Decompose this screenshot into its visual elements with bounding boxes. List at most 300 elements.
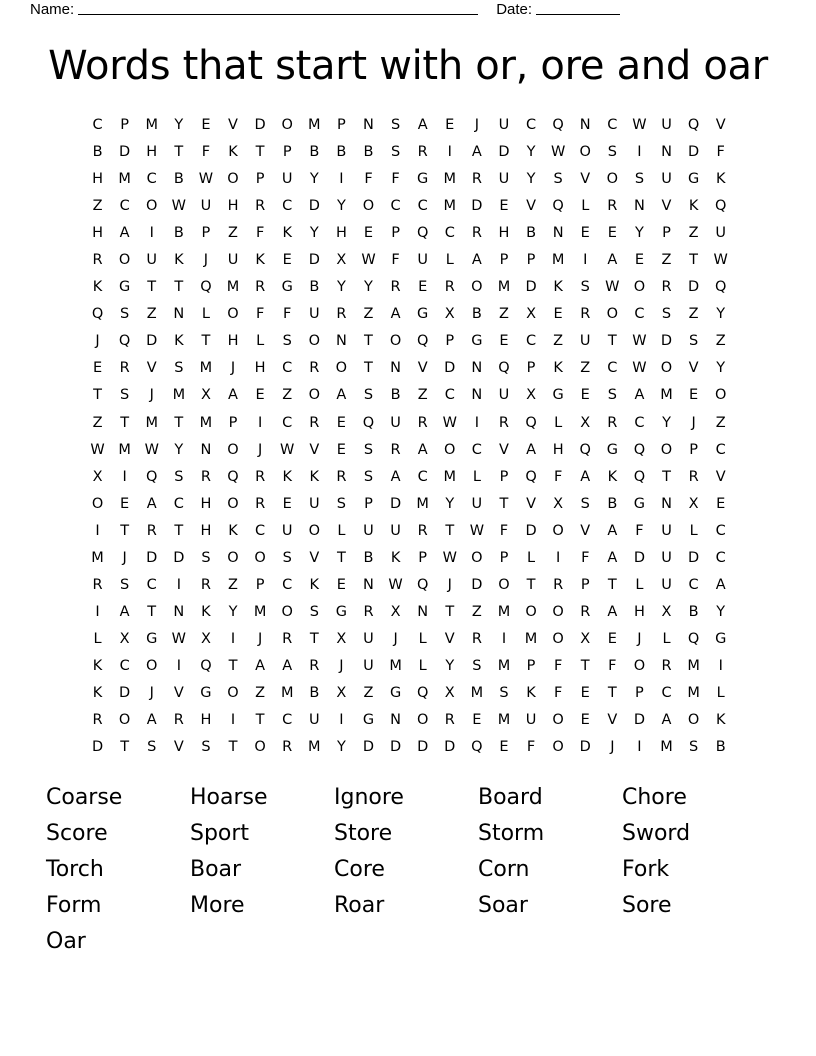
grid-cell[interactable]: W <box>632 333 647 350</box>
grid-cell[interactable]: P <box>499 549 509 566</box>
grid-cell[interactable]: K <box>92 684 103 701</box>
grid-cell[interactable]: T <box>607 576 617 593</box>
grid-cell[interactable]: J <box>203 252 209 269</box>
grid-cell[interactable]: V <box>498 441 509 458</box>
grid-cell[interactable]: M <box>687 657 700 674</box>
grid-cell[interactable]: G <box>552 387 564 404</box>
grid-cell[interactable]: V <box>526 495 536 512</box>
grid-cell[interactable]: M <box>308 739 321 756</box>
grid-cell[interactable]: O <box>579 144 591 161</box>
grid-cell[interactable]: R <box>661 279 672 296</box>
grid-cell[interactable]: X <box>526 306 537 323</box>
grid-cell[interactable]: Q <box>714 279 727 296</box>
grid-cell[interactable]: M <box>497 279 511 296</box>
grid-cell[interactable]: W <box>550 144 566 161</box>
grid-cell[interactable]: S <box>689 739 699 756</box>
grid-cell[interactable]: Q <box>633 441 646 458</box>
grid-cell[interactable]: U <box>525 712 537 729</box>
grid-cell[interactable]: F <box>635 522 644 539</box>
grid-cell[interactable]: K <box>92 279 103 296</box>
grid-cell[interactable]: M <box>660 739 673 756</box>
grid-cell[interactable]: T <box>120 414 130 431</box>
grid-cell[interactable]: I <box>501 630 507 647</box>
grid-cell[interactable]: R <box>607 198 618 215</box>
grid-cell[interactable]: E <box>282 495 292 512</box>
grid-cell[interactable]: T <box>228 739 238 756</box>
grid-cell[interactable]: R <box>255 468 266 485</box>
grid-cell[interactable]: K <box>688 198 699 215</box>
grid-cell[interactable]: R <box>607 414 618 431</box>
grid-cell[interactable]: H <box>227 333 239 350</box>
grid-cell[interactable]: Z <box>715 414 726 431</box>
grid-cell[interactable]: W <box>171 630 186 647</box>
grid-cell[interactable]: E <box>689 387 699 404</box>
grid-cell[interactable]: X <box>336 252 347 269</box>
grid-cell[interactable]: E <box>499 333 509 350</box>
grid-cell[interactable]: T <box>93 387 102 404</box>
grid-cell[interactable]: M <box>443 198 457 215</box>
grid-cell[interactable]: E <box>580 684 590 701</box>
grid-cell[interactable]: U <box>390 522 401 539</box>
grid-cell[interactable]: O <box>633 657 646 674</box>
grid-cell[interactable]: O <box>118 712 131 729</box>
grid-cell[interactable]: W <box>442 414 457 431</box>
grid-cell[interactable]: M <box>443 468 457 485</box>
grid-cell[interactable]: O <box>118 252 131 269</box>
grid-cell[interactable]: Z <box>146 306 157 323</box>
grid-cell[interactable]: W <box>469 522 485 539</box>
grid-cell[interactable]: X <box>661 603 672 620</box>
grid-cell[interactable]: K <box>282 468 292 485</box>
grid-cell[interactable]: O <box>227 495 239 512</box>
grid-cell[interactable]: X <box>580 630 591 647</box>
grid-cell[interactable]: P <box>282 144 292 161</box>
grid-cell[interactable]: P <box>499 468 509 485</box>
grid-cell[interactable]: R <box>580 603 591 620</box>
grid-cell[interactable]: V <box>688 360 699 377</box>
grid-cell[interactable]: L <box>418 630 427 647</box>
grid-cell[interactable]: O <box>660 441 673 458</box>
grid-cell[interactable]: N <box>363 576 374 593</box>
grid-cell[interactable]: A <box>390 468 401 485</box>
grid-cell[interactable]: J <box>149 387 154 404</box>
grid-cell[interactable]: F <box>364 171 373 188</box>
grid-cell[interactable]: F <box>255 306 265 323</box>
grid-cell[interactable]: Q <box>416 225 429 242</box>
grid-cell[interactable]: C <box>119 198 130 215</box>
grid-cell[interactable]: J <box>122 549 127 566</box>
grid-cell[interactable]: R <box>390 279 401 296</box>
grid-cell[interactable]: A <box>634 387 645 404</box>
grid-cell[interactable]: O <box>525 603 537 620</box>
grid-cell[interactable]: U <box>363 522 374 539</box>
grid-cell[interactable]: Y <box>526 171 536 188</box>
grid-cell[interactable]: S <box>363 441 374 458</box>
grid-cell[interactable]: N <box>200 441 212 458</box>
grid-cell[interactable]: D <box>471 576 483 593</box>
grid-cell[interactable]: S <box>363 468 374 485</box>
grid-cell[interactable]: O <box>146 198 158 215</box>
grid-cell[interactable]: M <box>660 387 673 404</box>
grid-cell[interactable]: V <box>146 360 157 377</box>
grid-cell[interactable]: F <box>499 522 509 539</box>
grid-cell[interactable]: C <box>661 684 672 701</box>
grid-cell[interactable]: T <box>174 414 184 431</box>
grid-cell[interactable]: E <box>120 495 130 512</box>
grid-cell[interactable]: Q <box>633 468 646 485</box>
grid-cell[interactable]: K <box>553 279 563 296</box>
grid-cell[interactable]: R <box>580 306 591 323</box>
grid-cell[interactable]: M <box>389 657 402 674</box>
grid-cell[interactable]: U <box>308 306 320 323</box>
grid-cell[interactable]: Q <box>416 576 429 593</box>
grid-cell[interactable]: T <box>689 252 699 269</box>
grid-cell[interactable]: D <box>471 198 483 215</box>
grid-cell[interactable]: X <box>444 684 455 701</box>
grid-cell[interactable]: W <box>713 252 728 269</box>
grid-cell[interactable]: X <box>553 495 564 512</box>
grid-cell[interactable]: H <box>92 171 103 188</box>
grid-cell[interactable]: S <box>472 657 482 674</box>
grid-cell[interactable]: C <box>525 333 537 350</box>
grid-cell[interactable]: B <box>363 549 374 566</box>
grid-cell[interactable]: E <box>553 306 563 323</box>
grid-cell[interactable]: C <box>146 576 157 593</box>
grid-cell[interactable]: M <box>416 495 429 512</box>
grid-cell[interactable]: T <box>147 603 157 620</box>
grid-cell[interactable]: S <box>309 603 319 620</box>
grid-cell[interactable]: L <box>472 468 481 485</box>
grid-cell[interactable]: O <box>552 739 564 756</box>
grid-cell[interactable]: O <box>254 739 266 756</box>
grid-cell[interactable]: S <box>607 387 617 404</box>
grid-cell[interactable]: C <box>282 360 293 377</box>
grid-cell[interactable]: N <box>552 225 564 242</box>
grid-cell[interactable]: A <box>607 252 618 269</box>
grid-cell[interactable]: D <box>362 739 375 756</box>
grid-cell[interactable]: R <box>471 225 482 242</box>
grid-cell[interactable]: U <box>146 252 158 269</box>
grid-cell[interactable]: C <box>444 225 455 242</box>
grid-cell[interactable]: R <box>282 630 293 647</box>
grid-cell[interactable]: O <box>471 279 483 296</box>
grid-cell[interactable]: Y <box>634 225 644 242</box>
grid-cell[interactable]: I <box>257 414 263 431</box>
grid-cell[interactable]: K <box>715 712 726 729</box>
grid-cell[interactable]: Y <box>662 414 671 431</box>
grid-cell[interactable]: M <box>280 684 294 701</box>
grid-cell[interactable]: M <box>308 117 321 133</box>
grid-cell[interactable]: N <box>633 198 645 215</box>
grid-cell[interactable]: J <box>393 630 398 647</box>
grid-cell[interactable]: H <box>92 225 103 242</box>
grid-cell[interactable]: D <box>119 144 131 161</box>
grid-cell[interactable]: T <box>499 495 509 512</box>
grid-cell[interactable]: Y <box>228 603 238 620</box>
grid-cell[interactable]: Q <box>525 468 537 485</box>
grid-cell[interactable]: O <box>714 387 727 404</box>
grid-cell[interactable]: K <box>282 225 292 242</box>
grid-cell[interactable]: Z <box>363 306 374 323</box>
grid-cell[interactable]: A <box>282 657 293 674</box>
grid-cell[interactable]: T <box>201 333 211 350</box>
grid-cell[interactable]: P <box>499 252 509 269</box>
grid-cell[interactable]: C <box>715 522 726 539</box>
grid-cell[interactable]: R <box>336 306 347 323</box>
grid-cell[interactable]: T <box>364 333 373 350</box>
grid-cell[interactable]: N <box>661 144 672 161</box>
grid-cell[interactable]: T <box>228 657 238 674</box>
grid-cell[interactable]: E <box>607 630 617 647</box>
grid-cell[interactable]: E <box>716 495 726 512</box>
grid-cell[interactable]: U <box>661 549 672 566</box>
grid-cell[interactable]: U <box>363 630 374 647</box>
grid-cell[interactable]: E <box>472 712 482 729</box>
grid-cell[interactable]: G <box>687 171 700 188</box>
grid-cell[interactable]: H <box>254 360 266 377</box>
grid-cell[interactable]: O <box>227 684 239 701</box>
grid-cell[interactable]: E <box>255 387 265 404</box>
grid-cell[interactable]: J <box>691 414 696 431</box>
grid-cell[interactable]: O <box>281 117 293 133</box>
grid-cell[interactable]: L <box>445 252 454 269</box>
grid-cell[interactable]: C <box>715 441 726 458</box>
grid-cell[interactable]: R <box>471 630 482 647</box>
grid-cell[interactable]: R <box>255 279 266 296</box>
grid-cell[interactable]: H <box>498 225 510 242</box>
grid-cell[interactable]: M <box>443 171 457 188</box>
grid-cell[interactable]: R <box>553 576 564 593</box>
date-blank-line[interactable] <box>536 0 620 15</box>
grid-cell[interactable]: P <box>662 225 671 242</box>
grid-cell[interactable]: E <box>580 712 590 729</box>
grid-cell[interactable]: A <box>336 387 347 404</box>
grid-cell[interactable]: D <box>660 333 673 350</box>
grid-cell[interactable]: V <box>580 522 591 539</box>
grid-cell[interactable]: C <box>417 198 428 215</box>
grid-cell[interactable]: E <box>282 252 292 269</box>
grid-cell[interactable]: I <box>583 252 588 269</box>
grid-cell[interactable]: Q <box>362 414 375 431</box>
grid-cell[interactable]: S <box>661 306 672 323</box>
grid-cell[interactable]: T <box>336 549 346 566</box>
grid-cell[interactable]: H <box>200 495 212 512</box>
grid-cell[interactable]: R <box>200 468 211 485</box>
grid-cell[interactable]: K <box>255 252 265 269</box>
grid-cell[interactable]: N <box>471 387 483 404</box>
grid-cell[interactable]: V <box>309 549 320 566</box>
grid-cell[interactable]: C <box>634 414 645 431</box>
grid-cell[interactable]: B <box>390 387 401 404</box>
grid-cell[interactable]: T <box>120 739 130 756</box>
grid-cell[interactable]: B <box>526 225 537 242</box>
grid-cell[interactable]: Q <box>118 333 131 350</box>
grid-cell[interactable]: O <box>227 549 239 566</box>
grid-cell[interactable]: O <box>552 603 564 620</box>
grid-cell[interactable]: C <box>173 495 184 512</box>
grid-cell[interactable]: X <box>390 603 401 620</box>
grid-cell[interactable]: Z <box>688 225 699 242</box>
grid-cell[interactable]: I <box>637 739 642 756</box>
grid-cell[interactable]: C <box>525 117 537 133</box>
grid-cell[interactable]: U <box>498 117 510 133</box>
grid-cell[interactable]: D <box>579 739 591 756</box>
grid-cell[interactable]: X <box>119 630 130 647</box>
grid-cell[interactable]: W <box>361 252 376 269</box>
grid-cell[interactable]: Z <box>228 576 238 593</box>
grid-cell[interactable]: K <box>715 171 726 188</box>
grid-cell[interactable]: C <box>634 306 645 323</box>
grid-cell[interactable]: D <box>444 739 456 756</box>
grid-cell[interactable]: P <box>526 360 536 377</box>
grid-cell[interactable]: R <box>471 171 482 188</box>
grid-cell[interactable]: N <box>417 603 429 620</box>
grid-cell[interactable]: F <box>608 657 617 674</box>
grid-cell[interactable]: J <box>637 630 642 647</box>
grid-cell[interactable]: Z <box>661 252 672 269</box>
grid-cell[interactable]: B <box>688 603 699 620</box>
grid-cell[interactable]: I <box>230 630 236 647</box>
grid-cell[interactable]: R <box>255 198 266 215</box>
grid-cell[interactable]: K <box>228 144 238 161</box>
grid-cell[interactable]: E <box>336 414 346 431</box>
grid-cell[interactable]: U <box>200 198 212 215</box>
grid-cell[interactable]: S <box>120 387 130 404</box>
grid-cell[interactable]: O <box>444 441 456 458</box>
grid-cell[interactable]: M <box>145 117 158 133</box>
grid-cell[interactable]: S <box>174 468 184 485</box>
grid-cell[interactable]: C <box>715 549 726 566</box>
grid-cell[interactable]: Q <box>687 117 700 133</box>
grid-cell[interactable]: K <box>92 657 103 674</box>
grid-cell[interactable]: O <box>227 171 239 188</box>
grid-cell[interactable]: C <box>417 468 428 485</box>
grid-cell[interactable]: M <box>524 630 538 647</box>
grid-cell[interactable]: L <box>93 630 102 647</box>
grid-cell[interactable]: K <box>607 468 618 485</box>
grid-cell[interactable]: Q <box>552 198 564 215</box>
grid-cell[interactable]: C <box>282 414 293 431</box>
grid-cell[interactable]: T <box>364 360 373 377</box>
grid-cell[interactable]: H <box>227 198 239 215</box>
grid-cell[interactable]: L <box>554 414 563 431</box>
grid-cell[interactable]: U <box>308 712 320 729</box>
grid-cell[interactable]: R <box>336 468 347 485</box>
grid-cell[interactable]: K <box>174 333 184 350</box>
grid-cell[interactable]: O <box>416 712 429 729</box>
grid-cell[interactable]: T <box>580 657 590 674</box>
grid-cell[interactable]: D <box>417 739 429 756</box>
grid-cell[interactable]: C <box>92 117 103 133</box>
grid-cell[interactable]: K <box>228 522 238 539</box>
grid-cell[interactable]: G <box>200 684 212 701</box>
grid-cell[interactable]: I <box>637 144 642 161</box>
grid-cell[interactable]: S <box>282 549 292 566</box>
grid-cell[interactable]: W <box>171 198 186 215</box>
grid-cell[interactable]: F <box>391 252 400 269</box>
grid-cell[interactable]: T <box>255 712 265 729</box>
grid-cell[interactable]: S <box>390 117 401 133</box>
grid-cell[interactable]: O <box>362 198 375 215</box>
grid-cell[interactable]: E <box>336 441 346 458</box>
grid-cell[interactable]: F <box>526 739 536 756</box>
grid-cell[interactable]: O <box>552 630 564 647</box>
grid-cell[interactable]: S <box>607 144 617 161</box>
grid-cell[interactable]: O <box>660 360 673 377</box>
grid-cell[interactable]: V <box>607 712 618 729</box>
grid-cell[interactable]: R <box>417 144 428 161</box>
grid-cell[interactable]: M <box>497 712 511 729</box>
grid-cell[interactable]: P <box>689 441 698 458</box>
grid-cell[interactable]: X <box>200 387 211 404</box>
grid-cell[interactable]: V <box>444 630 455 647</box>
grid-cell[interactable]: Y <box>445 495 455 512</box>
grid-cell[interactable]: G <box>146 630 158 647</box>
grid-cell[interactable]: T <box>120 522 130 539</box>
grid-cell[interactable]: J <box>149 684 154 701</box>
grid-cell[interactable]: Y <box>445 657 455 674</box>
grid-cell[interactable]: U <box>363 657 374 674</box>
grid-cell[interactable]: S <box>174 360 184 377</box>
grid-cell[interactable]: G <box>335 603 348 620</box>
grid-cell[interactable]: K <box>309 576 320 593</box>
grid-cell[interactable]: P <box>201 225 211 242</box>
grid-cell[interactable]: Z <box>498 306 509 323</box>
grid-cell[interactable]: Q <box>200 279 212 296</box>
grid-cell[interactable]: A <box>715 576 726 593</box>
grid-cell[interactable]: D <box>119 684 131 701</box>
grid-cell[interactable]: A <box>390 306 401 323</box>
grid-cell[interactable]: P <box>364 495 373 512</box>
grid-cell[interactable]: A <box>417 117 428 133</box>
grid-cell[interactable]: P <box>580 576 590 593</box>
grid-cell[interactable]: F <box>255 225 265 242</box>
grid-cell[interactable]: E <box>499 198 509 215</box>
grid-cell[interactable]: R <box>309 414 320 431</box>
grid-cell[interactable]: I <box>718 657 723 674</box>
grid-cell[interactable]: Y <box>174 117 184 133</box>
grid-cell[interactable]: Y <box>309 171 319 188</box>
grid-cell[interactable]: Y <box>716 360 726 377</box>
grid-cell[interactable]: O <box>552 712 564 729</box>
grid-cell[interactable]: K <box>201 603 211 620</box>
grid-cell[interactable]: B <box>309 279 320 296</box>
grid-cell[interactable]: C <box>444 387 455 404</box>
grid-cell[interactable]: Q <box>552 117 564 133</box>
grid-cell[interactable]: O <box>308 387 320 404</box>
grid-cell[interactable]: R <box>444 279 455 296</box>
grid-cell[interactable]: D <box>389 495 402 512</box>
grid-cell[interactable]: K <box>174 252 184 269</box>
grid-cell[interactable]: Q <box>146 468 158 485</box>
grid-cell[interactable]: H <box>552 441 564 458</box>
grid-cell[interactable]: N <box>173 306 185 323</box>
grid-cell[interactable]: T <box>607 333 617 350</box>
grid-cell[interactable]: A <box>119 225 130 242</box>
grid-cell[interactable]: S <box>201 549 211 566</box>
grid-cell[interactable]: U <box>227 252 239 269</box>
grid-cell[interactable]: Y <box>336 198 346 215</box>
grid-cell[interactable]: L <box>201 306 210 323</box>
grid-cell[interactable]: R <box>309 360 320 377</box>
grid-cell[interactable]: M <box>253 603 267 620</box>
grid-cell[interactable]: M <box>470 684 484 701</box>
grid-cell[interactable]: V <box>173 739 184 756</box>
grid-cell[interactable]: K <box>390 549 401 566</box>
grid-cell[interactable]: E <box>580 225 590 242</box>
grid-cell[interactable]: A <box>146 712 157 729</box>
grid-cell[interactable]: R <box>200 576 211 593</box>
